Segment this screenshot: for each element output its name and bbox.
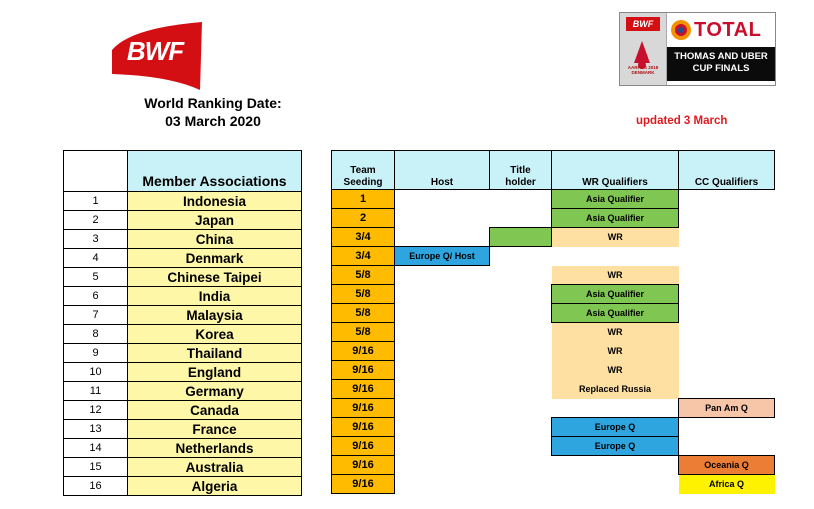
seed-cell: 3/4	[332, 228, 395, 247]
cup-bwf-badge: BWF	[626, 17, 660, 31]
assoc-name-cell: Korea	[128, 325, 302, 344]
seed-cell: 9/16	[332, 380, 395, 399]
table-row	[332, 342, 775, 361]
table-row	[332, 266, 775, 285]
ranking-date-label: World Ranking Date:	[144, 95, 282, 111]
seed-cell: 1	[332, 190, 395, 209]
bwf-logo	[110, 20, 210, 92]
cc-qualifier-cell	[679, 304, 775, 323]
cc-qualifier-cell	[679, 228, 775, 247]
host-cell	[395, 437, 490, 456]
title-header-line2: holder	[505, 177, 536, 188]
seed-header	[332, 151, 395, 190]
cc-qualifier-cell	[679, 342, 775, 361]
assoc-name-cell: India	[128, 287, 302, 306]
title-holder-cell	[490, 456, 552, 475]
rank-cell: 4	[64, 249, 128, 268]
title-holder-cell	[490, 437, 552, 456]
table-row	[64, 477, 302, 496]
seed-cell: 9/16	[332, 399, 395, 418]
title-holder-cell	[490, 304, 552, 323]
rank-cell: 11	[64, 382, 128, 401]
table-row	[332, 304, 775, 323]
table-row	[64, 249, 302, 268]
table-row	[332, 190, 775, 209]
title-holder-cell	[490, 380, 552, 399]
table-row	[64, 287, 302, 306]
table-row	[64, 439, 302, 458]
title-holder-cell	[490, 190, 552, 209]
wr-qualifier-cell: Europe Q	[552, 437, 679, 456]
host-cell	[395, 456, 490, 475]
table-row	[332, 209, 775, 228]
host-cell	[395, 418, 490, 437]
rank-cell: 9	[64, 344, 128, 363]
total-ball-icon	[670, 19, 692, 41]
qualification-table	[331, 150, 775, 494]
rank-cell: 12	[64, 401, 128, 420]
table-row	[64, 344, 302, 363]
cc-qualifier-cell: Pan Am Q	[679, 399, 775, 418]
cup-line-1: THOMAS AND UBER	[674, 51, 768, 62]
host-cell	[395, 209, 490, 228]
wr-qualifier-cell: Asia Qualifier	[552, 304, 679, 323]
rank-cell: 15	[64, 458, 128, 477]
wr-qualifier-cell: WR	[552, 323, 679, 342]
table-row	[64, 306, 302, 325]
table-row	[64, 363, 302, 382]
title-header-line1: Title	[510, 165, 531, 176]
seed-cell: 3/4	[332, 247, 395, 266]
seed-header-line1: Team	[350, 165, 376, 176]
assoc-name-cell: Canada	[128, 401, 302, 420]
updated-note: updated 3 March	[636, 115, 728, 127]
rank-cell: 1	[64, 192, 128, 211]
table-row	[332, 247, 775, 266]
table-row	[64, 382, 302, 401]
title-holder-cell	[490, 228, 552, 247]
cc-qualifiers-header: CC Qualifiers	[679, 151, 775, 190]
host-cell	[395, 323, 490, 342]
host-header: Host	[395, 151, 490, 190]
rank-cell: 7	[64, 306, 128, 325]
assoc-name-cell: Germany	[128, 382, 302, 401]
seed-cell: 9/16	[332, 456, 395, 475]
table-row	[332, 437, 775, 456]
rank-cell: 13	[64, 420, 128, 439]
cup-line-2: CUP FINALS	[692, 63, 750, 74]
rank-cell: 10	[64, 363, 128, 382]
wr-qualifier-cell	[552, 247, 679, 266]
cc-qualifier-cell	[679, 323, 775, 342]
cup-city-label: AARHUS 2018 DENMARK	[627, 65, 659, 75]
table-row	[64, 458, 302, 477]
associations-header-row	[64, 151, 302, 192]
cup-finals-banner	[667, 47, 775, 81]
seed-cell: 5/8	[332, 285, 395, 304]
cc-qualifier-cell	[679, 285, 775, 304]
assoc-name-cell: Denmark	[128, 249, 302, 268]
assoc-name-cell: Chinese Taipei	[128, 268, 302, 287]
host-cell	[395, 285, 490, 304]
seed-cell: 5/8	[332, 304, 395, 323]
cc-qualifier-cell	[679, 361, 775, 380]
qualification-header-row	[332, 151, 775, 190]
wr-qualifier-cell: Replaced Russia	[552, 380, 679, 399]
rank-cell: 2	[64, 211, 128, 230]
assoc-name-cell: Indonesia	[128, 192, 302, 211]
wr-qualifier-cell: Europe Q	[552, 418, 679, 437]
seed-cell: 9/16	[332, 437, 395, 456]
assoc-name-cell: Japan	[128, 211, 302, 230]
cc-qualifier-cell	[679, 266, 775, 285]
title-holder-cell	[490, 285, 552, 304]
table-row	[332, 456, 775, 475]
host-cell	[395, 266, 490, 285]
ranking-date-value: 03 March 2020	[165, 113, 261, 129]
host-cell	[395, 399, 490, 418]
host-cell	[395, 190, 490, 209]
seed-header-line2: Seeding	[343, 177, 383, 188]
seed-cell: 9/16	[332, 342, 395, 361]
associations-table	[63, 150, 302, 496]
title-holder-cell	[490, 247, 552, 266]
table-row	[332, 228, 775, 247]
wr-qualifier-cell	[552, 456, 679, 475]
cc-qualifier-cell: Africa Q	[679, 475, 775, 494]
assoc-name-cell: England	[128, 363, 302, 382]
table-row	[64, 211, 302, 230]
rank-cell: 16	[64, 477, 128, 496]
table-row	[332, 418, 775, 437]
assoc-name-cell: Australia	[128, 458, 302, 477]
table-row	[332, 323, 775, 342]
title-holder-cell	[490, 323, 552, 342]
title-holder-cell	[490, 266, 552, 285]
wr-qualifier-cell: Asia Qualifier	[552, 209, 679, 228]
seed-cell: 9/16	[332, 418, 395, 437]
title-holder-header	[490, 151, 552, 190]
assoc-name-cell: Algeria	[128, 477, 302, 496]
seed-cell: 9/16	[332, 361, 395, 380]
host-cell	[395, 228, 490, 247]
assoc-name-cell: China	[128, 230, 302, 249]
cc-qualifier-cell	[679, 380, 775, 399]
assoc-header: Member Associations	[128, 151, 302, 192]
total-cup-logo	[619, 12, 776, 86]
assoc-name-cell: Thailand	[128, 344, 302, 363]
bwf-logo-text: BWF	[126, 36, 184, 66]
rank-cell: 3	[64, 230, 128, 249]
rank-cell: 14	[64, 439, 128, 458]
title-holder-cell	[490, 209, 552, 228]
wr-qualifier-cell: WR	[552, 361, 679, 380]
table-row	[64, 268, 302, 287]
host-cell	[395, 361, 490, 380]
wr-qualifier-cell: Asia Qualifier	[552, 190, 679, 209]
title-holder-cell	[490, 399, 552, 418]
wr-qualifier-cell: WR	[552, 266, 679, 285]
rank-header	[64, 151, 128, 192]
total-wordmark: TOTAL	[694, 19, 762, 41]
wr-qualifier-cell: WR	[552, 342, 679, 361]
title-holder-cell	[490, 418, 552, 437]
seed-cell: 5/8	[332, 266, 395, 285]
table-row	[64, 420, 302, 439]
title-holder-cell	[490, 475, 552, 494]
table-row	[332, 285, 775, 304]
cc-qualifier-cell	[679, 418, 775, 437]
rank-cell: 5	[64, 268, 128, 287]
host-cell	[395, 304, 490, 323]
host-cell: Europe Q/ Host	[395, 247, 490, 266]
table-row	[64, 230, 302, 249]
table-row	[332, 361, 775, 380]
table-row	[64, 401, 302, 420]
cc-qualifier-cell	[679, 247, 775, 266]
wr-qualifier-cell	[552, 475, 679, 494]
seed-cell: 9/16	[332, 475, 395, 494]
cc-qualifier-cell	[679, 190, 775, 209]
wr-qualifiers-header: WR Qualifiers	[552, 151, 679, 190]
host-cell	[395, 342, 490, 361]
host-cell	[395, 475, 490, 494]
host-cell	[395, 380, 490, 399]
seed-cell: 5/8	[332, 323, 395, 342]
title-holder-cell	[490, 361, 552, 380]
wr-qualifier-cell: WR	[552, 228, 679, 247]
table-row	[332, 475, 775, 494]
assoc-name-cell: France	[128, 420, 302, 439]
title-holder-cell	[490, 342, 552, 361]
rank-cell: 8	[64, 325, 128, 344]
wr-qualifier-cell: Asia Qualifier	[552, 285, 679, 304]
table-row	[332, 380, 775, 399]
wr-qualifier-cell	[552, 399, 679, 418]
cup-emblem	[620, 13, 667, 85]
table-row	[64, 325, 302, 344]
assoc-name-cell: Malaysia	[128, 306, 302, 325]
ranking-date-block	[128, 94, 298, 130]
cc-qualifier-cell: Oceania Q	[679, 456, 775, 475]
seed-cell: 2	[332, 209, 395, 228]
rank-cell: 6	[64, 287, 128, 306]
cc-qualifier-cell	[679, 209, 775, 228]
table-row	[64, 192, 302, 211]
cc-qualifier-cell	[679, 437, 775, 456]
assoc-name-cell: Netherlands	[128, 439, 302, 458]
table-row	[332, 399, 775, 418]
